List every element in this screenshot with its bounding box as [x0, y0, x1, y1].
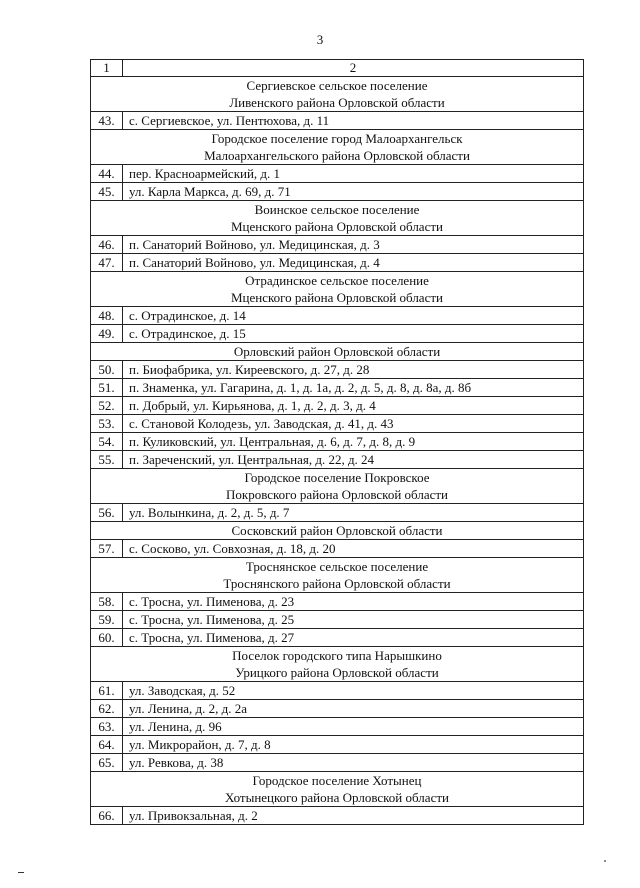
row-address: п. Биофабрика, ул. Киреевского, д. 27, д. 28 [123, 361, 584, 379]
table-row [91, 629, 584, 647]
section-header-row [91, 77, 584, 112]
section-header [91, 272, 584, 307]
section-header-row [91, 647, 584, 682]
table-row [91, 361, 584, 379]
table-row [91, 593, 584, 611]
row-address: п. Зареченский, ул. Центральная, д. 22, д. 24 [123, 451, 584, 469]
section-header-row [91, 558, 584, 593]
row-address: ул. Ленина, д. 2, д. 2а [123, 700, 584, 718]
section-header-row [91, 343, 584, 361]
section-header [91, 469, 584, 504]
row-address: пер. Красноармейский, д. 1 [123, 165, 584, 183]
row-address: с. Сосково, ул. Совхозная, д. 18, д. 20 [123, 540, 584, 558]
row-number: 60. [91, 629, 123, 647]
row-number: 63. [91, 718, 123, 736]
row-address: п. Знаменка, ул. Гагарина, д. 1, д. 1а, д. 2, д. 5, д. 8, д. 8а, д. 8б [123, 379, 584, 397]
section-header [91, 647, 584, 682]
row-address: п. Куликовский, ул. Центральная, д. 6, д. 7, д. 8, д. 9 [123, 433, 584, 451]
section-header-line: Городское поселение город Малоархангельск [211, 131, 463, 146]
section-header-line: Сергиевское сельское поселение [246, 78, 428, 93]
section-header-line: Мценского района Орловской области [231, 219, 443, 234]
table-row [91, 540, 584, 558]
table-row [91, 236, 584, 254]
table-row [91, 611, 584, 629]
row-address: п. Добрый, ул. Кирьянова, д. 1, д. 2, д. 3, д. 4 [123, 397, 584, 415]
section-header-line: Троснянского района Орловской области [223, 576, 451, 591]
address-table-body [91, 60, 584, 825]
section-header [91, 522, 584, 540]
section-header-line: Поселок городского типа Нарышкино [232, 648, 442, 663]
table-row [91, 254, 584, 272]
row-address: ул. Ревкова, д. 38 [123, 754, 584, 772]
table-row [91, 325, 584, 343]
row-number: 52. [91, 397, 123, 415]
column-header-number: 1 [91, 60, 123, 77]
row-number: 45. [91, 183, 123, 201]
row-number: 50. [91, 361, 123, 379]
row-number: 58. [91, 593, 123, 611]
page-number: 3 [316, 32, 324, 47]
table-row [91, 682, 584, 700]
section-header-line: Городское поселение Хотынец [252, 773, 422, 788]
table-row [91, 451, 584, 469]
table-row [91, 807, 584, 825]
section-header [91, 77, 584, 112]
section-header-line: Воинское сельское поселение [254, 202, 420, 217]
table-row [91, 379, 584, 397]
row-number: 54. [91, 433, 123, 451]
row-number: 66. [91, 807, 123, 825]
table-row [91, 736, 584, 754]
row-address: с. Становой Колодезь, ул. Заводская, д. 41, д. 43 [123, 415, 584, 433]
row-address: ул. Ленина, д. 96 [123, 718, 584, 736]
table-row [91, 112, 584, 130]
section-header-line: Отрадинское сельское поселение [245, 273, 429, 288]
row-address: с. Отрадинское, д. 14 [123, 307, 584, 325]
address-table [90, 59, 584, 825]
section-header-row [91, 272, 584, 307]
table-row [91, 183, 584, 201]
row-number: 51. [91, 379, 123, 397]
row-address: с. Тросна, ул. Пименова, д. 27 [123, 629, 584, 647]
table-row [91, 397, 584, 415]
section-header-line: Мценского района Орловской области [231, 290, 443, 305]
row-address: ул. Привокзальная, д. 2 [123, 807, 584, 825]
table-row [91, 307, 584, 325]
row-number: 64. [91, 736, 123, 754]
section-header-row [91, 522, 584, 540]
section-header-line: Малоархангельского района Орловской области [204, 148, 470, 163]
column-header-row [91, 60, 584, 77]
table-row [91, 165, 584, 183]
section-header-row [91, 130, 584, 165]
row-number: 59. [91, 611, 123, 629]
row-number: 53. [91, 415, 123, 433]
section-header-line: Городское поселение Покровское [244, 470, 430, 485]
section-header-row [91, 772, 584, 807]
row-number: 47. [91, 254, 123, 272]
margin-mark [18, 872, 24, 873]
row-address: п. Санаторий Войново, ул. Медицинская, д. 3 [123, 236, 584, 254]
section-header-line: Покровского района Орловской области [225, 487, 448, 502]
scan-speck [604, 860, 606, 862]
section-header [91, 558, 584, 593]
section-header-row [91, 469, 584, 504]
row-address: с. Тросна, ул. Пименова, д. 23 [123, 593, 584, 611]
row-address: с. Отрадинское, д. 15 [123, 325, 584, 343]
row-address: ул. Карла Маркса, д. 69, д. 71 [123, 183, 584, 201]
row-address: с. Сергиевское, ул. Пентюхова, д. 11 [123, 112, 584, 130]
table-row [91, 433, 584, 451]
row-number: 48. [91, 307, 123, 325]
section-header-line: Сосковский район Орловской области [231, 523, 443, 538]
row-address: ул. Волынкина, д. 2, д. 5, д. 7 [123, 504, 584, 522]
section-header [91, 343, 584, 361]
table-row [91, 415, 584, 433]
row-number: 44. [91, 165, 123, 183]
table-row [91, 504, 584, 522]
column-header-address: 2 [123, 60, 584, 77]
row-address: ул. Микрорайон, д. 7, д. 8 [123, 736, 584, 754]
section-header-line: Орловский район Орловской области [233, 344, 441, 359]
row-number: 55. [91, 451, 123, 469]
section-header [91, 772, 584, 807]
row-number: 49. [91, 325, 123, 343]
section-header-row [91, 201, 584, 236]
section-header-line: Троснянское сельское поселение [245, 559, 429, 574]
row-number: 65. [91, 754, 123, 772]
row-number: 57. [91, 540, 123, 558]
table-row [91, 700, 584, 718]
row-address: ул. Заводская, д. 52 [123, 682, 584, 700]
row-number: 43. [91, 112, 123, 130]
row-number: 56. [91, 504, 123, 522]
section-header [91, 130, 584, 165]
row-address: с. Тросна, ул. Пименова, д. 25 [123, 611, 584, 629]
table-row [91, 754, 584, 772]
row-address: п. Санаторий Войново, ул. Медицинская, д. 4 [123, 254, 584, 272]
section-header-line: Ливенского района Орловской области [229, 95, 445, 110]
row-number: 46. [91, 236, 123, 254]
row-number: 62. [91, 700, 123, 718]
section-header-line: Хотынецкого района Орловской области [225, 790, 449, 805]
table-row [91, 718, 584, 736]
section-header-line: Урицкого района Орловской области [235, 665, 439, 680]
row-number: 61. [91, 682, 123, 700]
section-header [91, 201, 584, 236]
